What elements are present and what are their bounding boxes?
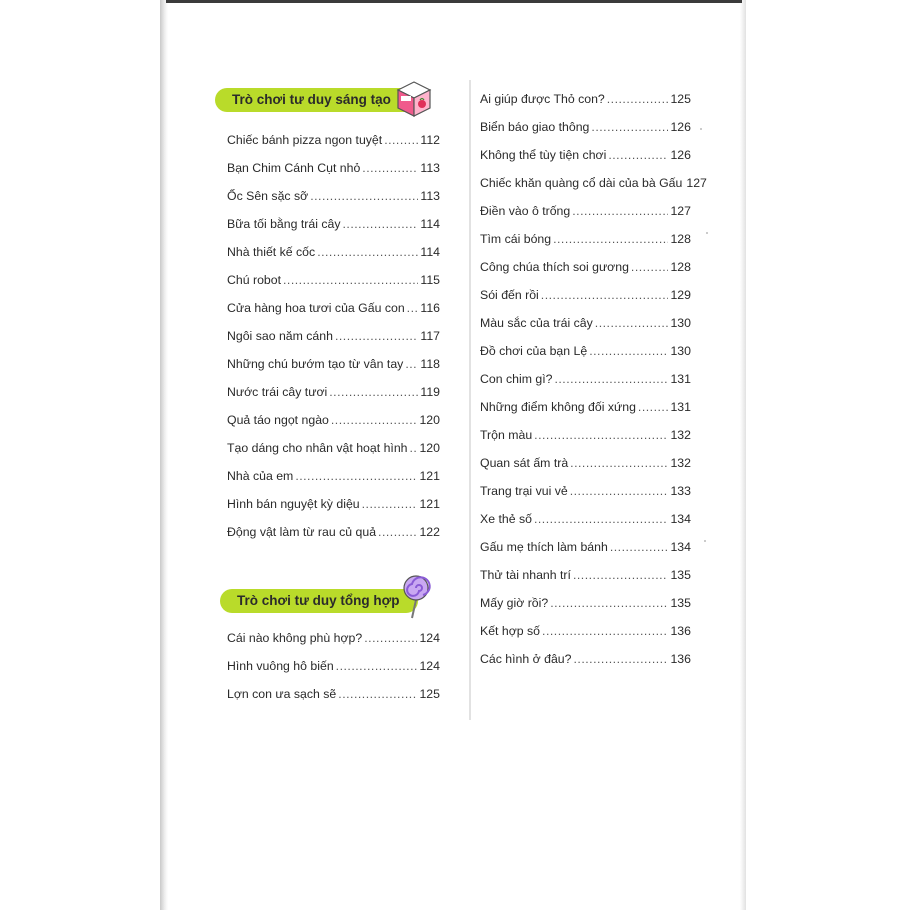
toc-item-page: 116 (420, 301, 440, 315)
toc-item[interactable] (227, 131, 440, 149)
dot-leader (553, 230, 668, 248)
dot-leader (335, 327, 418, 345)
toc-item-page: 119 (420, 385, 440, 399)
toc-item-page: 124 (419, 631, 440, 645)
toc-item-title: Xe thẻ số (480, 512, 532, 526)
section-header-creative (215, 88, 421, 112)
dot-leader (295, 467, 417, 485)
dot-leader (550, 594, 668, 612)
toc-item[interactable] (227, 187, 440, 205)
toc-item-page: 136 (670, 652, 691, 666)
toc-item-page: 134 (670, 512, 691, 526)
toc-item-title: Hình bán nguyệt kỳ diệu (227, 497, 360, 511)
toc-item-title: Chú robot (227, 273, 282, 287)
toc-item-page: 132 (670, 428, 691, 442)
toc-item[interactable] (227, 383, 440, 401)
dot-leader (310, 187, 418, 205)
toc-item[interactable] (227, 159, 440, 177)
toc-item-page: 118 (420, 357, 440, 371)
toc-item-title: Kết hợp số (480, 624, 541, 638)
toc-item-page: 125 (419, 687, 440, 701)
toc-item[interactable] (227, 271, 440, 289)
toc-item-title: Trộn màu (480, 428, 533, 442)
toc-item-page: 122 (419, 525, 440, 539)
dot-leader (317, 243, 418, 261)
page-top-edge (166, 0, 742, 3)
toc-item-title: Chiếc bánh pizza ngon tuyệt (227, 133, 383, 147)
toc-item-page: 135 (670, 568, 691, 582)
toc-item-page: 135 (670, 596, 691, 610)
dot-leader (283, 271, 418, 289)
toc-item-page: 120 (419, 441, 440, 455)
toc-item-page: 128 (670, 232, 691, 246)
toc-item[interactable] (480, 202, 691, 220)
toc-item-title: Nước trái cây tươi (227, 385, 328, 399)
toc-item-page: 125 (670, 92, 691, 106)
dot-leader (331, 411, 418, 429)
toc-item-title: Trang trại vui vẻ (480, 484, 568, 498)
toc-item-title: Ngôi sao năm cánh (227, 329, 333, 343)
toc-item[interactable] (227, 685, 440, 703)
toc-item[interactable] (480, 482, 691, 500)
toc-item[interactable] (480, 594, 691, 612)
dot-leader (572, 202, 668, 220)
toc-item-page: 121 (419, 469, 440, 483)
toc-item-title: Công chúa thích soi gương (480, 260, 629, 274)
toc-item-page: 117 (420, 329, 440, 343)
dot-leader (329, 383, 418, 401)
toc-item-page: 130 (670, 316, 691, 330)
dot-leader (610, 538, 669, 556)
toc-item-title: Động vật làm từ rau củ quả (227, 525, 377, 539)
toc-item-page: 130 (670, 344, 691, 358)
toc-item-title: Lợn con ưa sạch sẽ (227, 687, 337, 701)
toc-item-page: 126 (670, 148, 691, 162)
toc-item-title: Điền vào ô trống (480, 204, 571, 218)
toc-item[interactable] (480, 650, 691, 668)
toc-item-page: 129 (670, 288, 691, 302)
toc-item-title: Cửa hàng hoa tươi của Gấu con (227, 301, 405, 315)
toc-item[interactable] (227, 355, 440, 373)
toc-item-page: 113 (420, 189, 440, 203)
toc-item[interactable] (480, 538, 691, 556)
toc-item[interactable] (227, 495, 440, 513)
toc-item-title: Tạo dáng cho nhân vật hoạt hình (227, 441, 408, 455)
toc-item[interactable] (480, 426, 691, 444)
toc-item-title: Hình vuông hô biến (227, 659, 334, 673)
section-header-label: Trò chơi tư duy sáng tạo (232, 92, 391, 107)
toc-item[interactable] (480, 314, 691, 332)
dot-leader (573, 650, 668, 668)
dot-leader (589, 342, 668, 360)
page-edge-shadow-left (160, 0, 168, 910)
toc-item[interactable] (480, 230, 691, 248)
toc-item[interactable] (480, 342, 691, 360)
toc-item-title: Ốc Sên sặc sỡ (227, 189, 309, 203)
toc-item-page: 133 (670, 484, 691, 498)
dot-leader (378, 523, 417, 541)
toc-item-title: Ai giúp được Thỏ con? (480, 92, 605, 106)
toc-item-title: Bạn Chim Cánh Cụt nhỏ (227, 161, 361, 175)
toc-item-title: Thử tài nhanh trí (480, 568, 571, 582)
dot-leader (343, 215, 419, 233)
dot-leader (407, 299, 419, 317)
toc-item[interactable] (227, 467, 440, 485)
dot-leader (338, 685, 417, 703)
dot-leader (570, 454, 668, 472)
toc-item-page: 121 (419, 497, 440, 511)
toc-item[interactable] (480, 146, 691, 164)
dot-leader (591, 118, 668, 136)
toc-item-title: Những điểm không đối xứng (480, 400, 636, 414)
toc-item-title: Sói đến rồi (480, 288, 539, 302)
toc-item[interactable] (227, 243, 440, 261)
toc-item-title: Quan sát ấm trà (480, 456, 569, 470)
dot-leader (364, 629, 417, 647)
dot-leader (573, 566, 669, 584)
toc-item-title: Tìm cái bóng (480, 232, 552, 246)
dot-leader (541, 286, 669, 304)
toc-item-page: 112 (420, 133, 440, 147)
toc-item-title: Bữa tối bằng trái cây (227, 217, 341, 231)
paper-speck (700, 128, 702, 130)
toc-item[interactable] (227, 411, 440, 429)
milk-carton-icon (392, 78, 436, 118)
toc-item[interactable] (480, 370, 691, 388)
dot-leader (554, 370, 668, 388)
toc-item[interactable] (227, 523, 440, 541)
toc-item-title: Đồ chơi của bạn Lệ (480, 344, 588, 358)
toc-item-title: Các hình ở đâu? (480, 652, 572, 666)
toc-item[interactable] (227, 439, 440, 457)
toc-item[interactable] (480, 566, 691, 584)
toc-item-page: 134 (670, 540, 691, 554)
toc-item-title: Chiếc khăn quàng cổ dài của bà Gấu (480, 176, 683, 190)
toc-item[interactable] (480, 258, 691, 276)
toc-item-title: Nhà của em (227, 469, 294, 483)
dot-leader (384, 131, 418, 149)
toc-item-page: 131 (670, 400, 691, 414)
dot-leader (534, 510, 669, 528)
toc-item-page: 115 (420, 273, 440, 287)
toc-item-page: 132 (670, 456, 691, 470)
section-header-label: Trò chơi tư duy tổng hợp (237, 593, 400, 608)
section-header-general (220, 589, 418, 613)
toc-item-title: Con chim gì? (480, 372, 553, 386)
toc-item-title: Mấy giờ rồi? (480, 596, 549, 610)
toc-item[interactable] (227, 327, 440, 345)
dot-leader (570, 482, 669, 500)
dot-leader (608, 146, 668, 164)
toc-item-page: 124 (419, 659, 440, 673)
toc-item-title: Quả táo ngọt ngào (227, 413, 329, 427)
toc-item-title: Biển báo giao thông (480, 120, 590, 134)
toc-item-page: 136 (670, 624, 691, 638)
toc-item-page: 114 (420, 217, 440, 231)
dot-leader (595, 314, 669, 332)
dot-leader (542, 622, 668, 640)
toc-item-page: 126 (670, 120, 691, 134)
column-divider (469, 80, 471, 720)
toc-item[interactable] (480, 118, 691, 136)
dot-leader (638, 398, 669, 416)
toc-item[interactable] (227, 215, 440, 233)
toc-item-title: Màu sắc của trái cây (480, 316, 593, 330)
toc-item[interactable] (480, 286, 691, 304)
paper-speck (706, 232, 708, 234)
toc-item[interactable] (480, 398, 691, 416)
toc-item[interactable] (480, 622, 691, 640)
toc-item[interactable] (480, 90, 691, 108)
lollipop-icon (398, 574, 434, 620)
toc-item[interactable] (480, 510, 691, 528)
toc-item-page: 113 (420, 161, 440, 175)
dot-leader (405, 355, 418, 373)
toc-item-page: 128 (670, 260, 691, 274)
dot-leader (607, 90, 669, 108)
toc-item-page: 120 (419, 413, 440, 427)
page-edge-shadow-right (740, 0, 746, 910)
dot-leader (362, 495, 418, 513)
dot-leader (336, 657, 418, 675)
toc-item[interactable] (227, 657, 440, 675)
toc-item-title: Cái nào không phù hợp? (227, 631, 363, 645)
paper-speck (704, 540, 706, 542)
toc-item-title: Những chú bướm tạo từ vân tay (227, 357, 404, 371)
dot-leader (410, 439, 418, 457)
dot-leader (631, 258, 669, 276)
toc-item-page: 127 (686, 176, 707, 190)
toc-item[interactable] (227, 629, 440, 647)
toc-item-title: Nhà thiết kế cốc (227, 245, 316, 259)
dot-leader (534, 426, 668, 444)
toc-item[interactable] (480, 174, 707, 192)
toc-item[interactable] (227, 299, 440, 317)
toc-item-title: Gấu mẹ thích làm bánh (480, 540, 608, 554)
toc-item[interactable] (480, 454, 691, 472)
toc-item-page: 131 (670, 372, 691, 386)
toc-item-page: 127 (670, 204, 691, 218)
toc-item-title: Không thể tùy tiện chơi (480, 148, 607, 162)
toc-item-page: 114 (420, 245, 440, 259)
dot-leader (362, 159, 418, 177)
